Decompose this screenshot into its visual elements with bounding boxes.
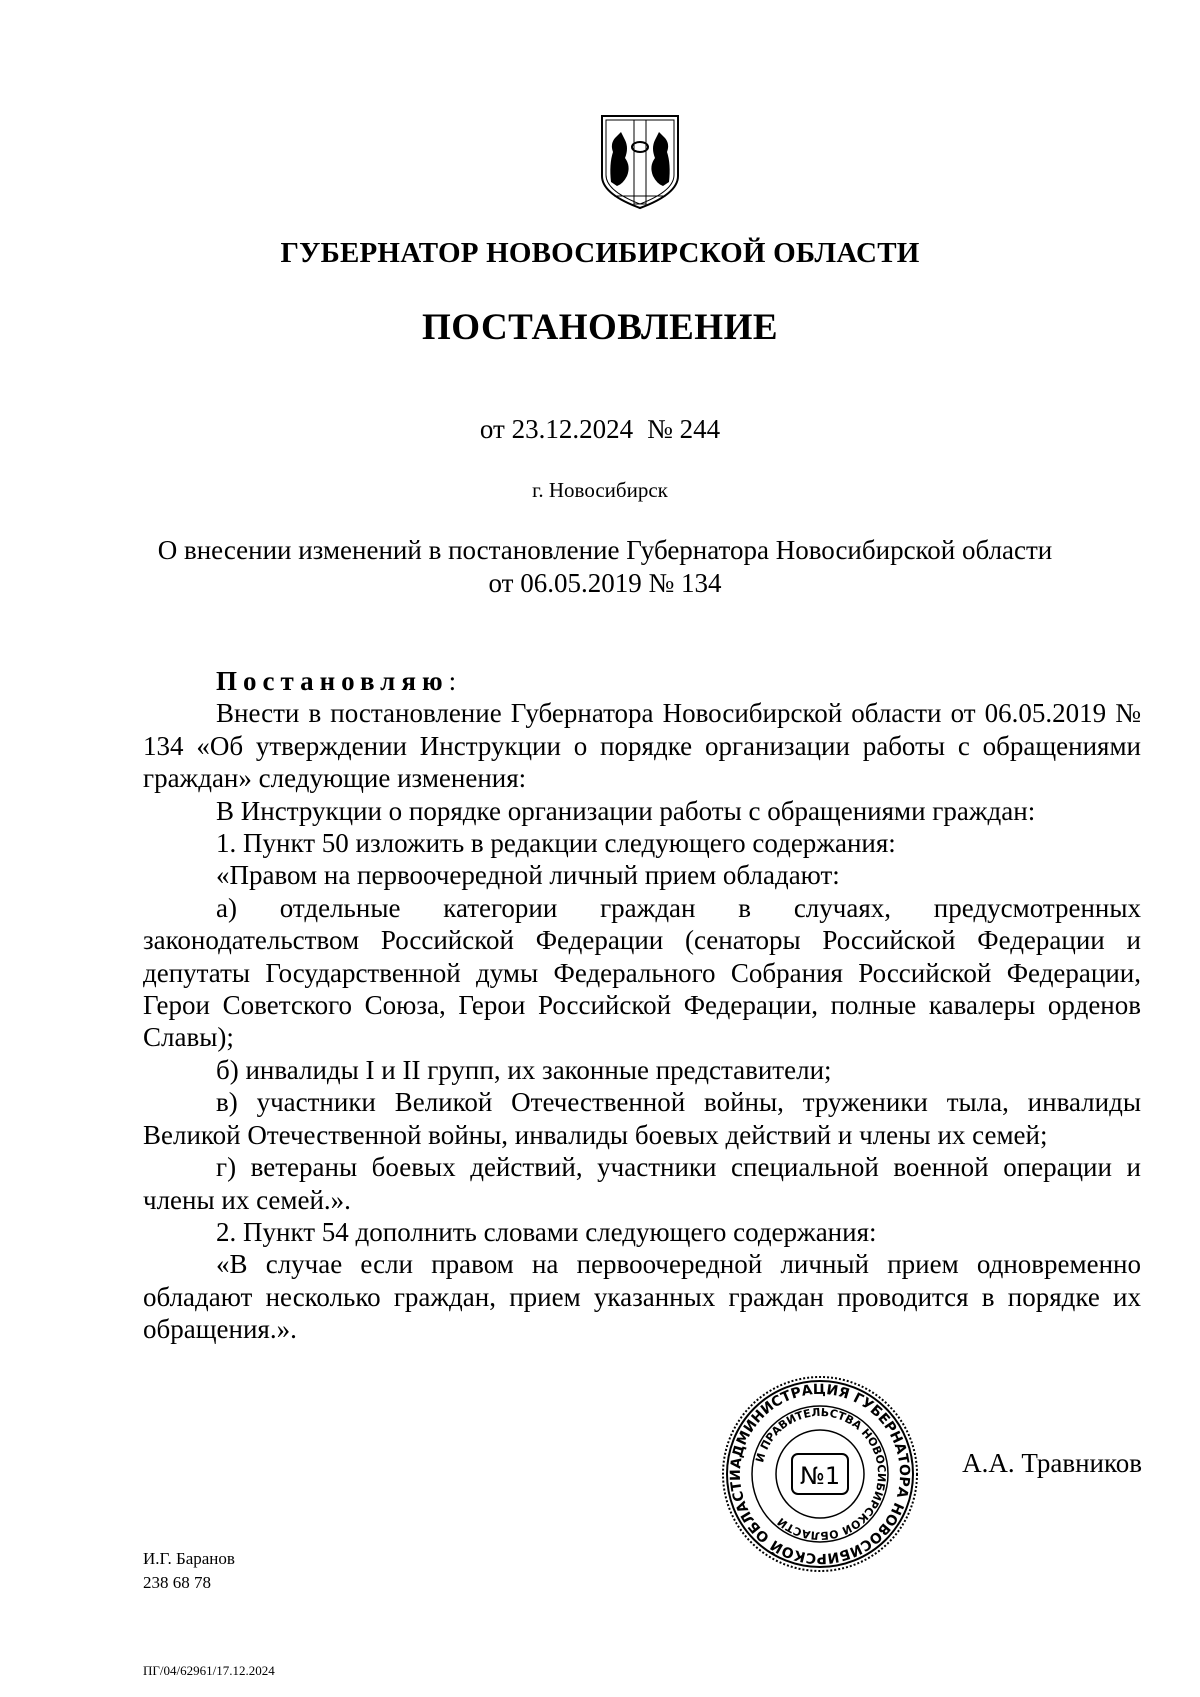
- seal-outer-text: АДМИНИСТРАЦИЯ ГУБЕРНАТОРА НОВОСИБИРСКОЙ ОБЛАСТИ: [727, 1381, 913, 1567]
- body-paragraph: Внести в постановление Губернатора Новосибирской области от 06.05.2019 № 134 «Об утверждении Инструкции о порядке организации работы с обращениями граждан» следующие изменения:: [143, 698, 1141, 794]
- decree-word: Постановляю: [216, 666, 449, 696]
- body-paragraph: 1. Пункт 50 изложить в редакции следующего содержания:: [216, 828, 896, 859]
- signatory-name: А.А. Травников: [962, 1448, 1142, 1478]
- body-paragraph: г) ветераны боевых действий, участники специальной военной операции и члены их семей.».: [143, 1152, 1141, 1215]
- body-paragraph: 2. Пункт 54 дополнить словами следующего содержания:: [216, 1216, 877, 1247]
- document-date: от 23.12.2024: [479, 414, 634, 444]
- executor-block: [143, 1547, 235, 1595]
- document-type: ПОСТАНОВЛЕНИЕ: [421, 307, 779, 348]
- document-title-line: от 06.05.2019 № 134: [488, 568, 722, 598]
- coat-of-arms-emblem: [597, 112, 683, 212]
- registration-number: ПГ/04/62961/17.12.2024: [143, 1663, 275, 1678]
- document-title: [150, 534, 1060, 600]
- document-date-number: [0, 414, 1200, 445]
- body-paragraph: а) отдельные категории граждан в случаях, предусмотренных законодательством Российской Федерации (сенаторы Российской Федерации и депутаты Государственной думы Федерального Собрания Российской Федерации, Герои Советского Союза, Герои Российской Федерации, полные кавалеры орденов Славы);: [143, 892, 1141, 1053]
- decree-heading: [143, 665, 1141, 697]
- body-paragraph: «В случае если правом на первоочередной личный прием одновременно обладают несколько граждан, прием указанных граждан проводится в порядке их обращения.».: [143, 1249, 1141, 1345]
- issuing-authority: ГУБЕРНАТОР НОВОСИБИРСКОЙ ОБЛАСТИ: [280, 237, 920, 269]
- document-number: № 244: [647, 414, 721, 444]
- body-paragraph: б) инвалиды I и II групп, их законные представители;: [216, 1054, 832, 1085]
- issue-city: г. Новосибирск: [532, 478, 668, 502]
- body-paragraph: В Инструкции о порядке организации работы с обращениями граждан:: [216, 795, 1036, 826]
- executor-phone: 238 68 78: [143, 1573, 211, 1592]
- body-paragraph: в) участники Великой Отечественной войны, труженики тыла, инвалиды Великой Отечественной войны, инвалиды боевых действий и члены их семей;: [143, 1087, 1141, 1150]
- document-title-line: О внесении изменений в постановление Губернатора Новосибирской области: [157, 535, 1053, 565]
- body-paragraph: «Правом на первоочередной личный прием обладают:: [216, 860, 840, 891]
- document-body: [143, 665, 1141, 1346]
- official-seal-stamp: [720, 1374, 920, 1574]
- executor-name: И.Г. Баранов: [143, 1549, 235, 1568]
- seal-number: №1: [799, 1462, 841, 1490]
- seal-inner-text: И ПРАВИТЕЛЬСТВА НОВОСИБИРСКОЙ ОБЛАСТИ: [753, 1405, 889, 1543]
- decree-colon: :: [448, 666, 457, 696]
